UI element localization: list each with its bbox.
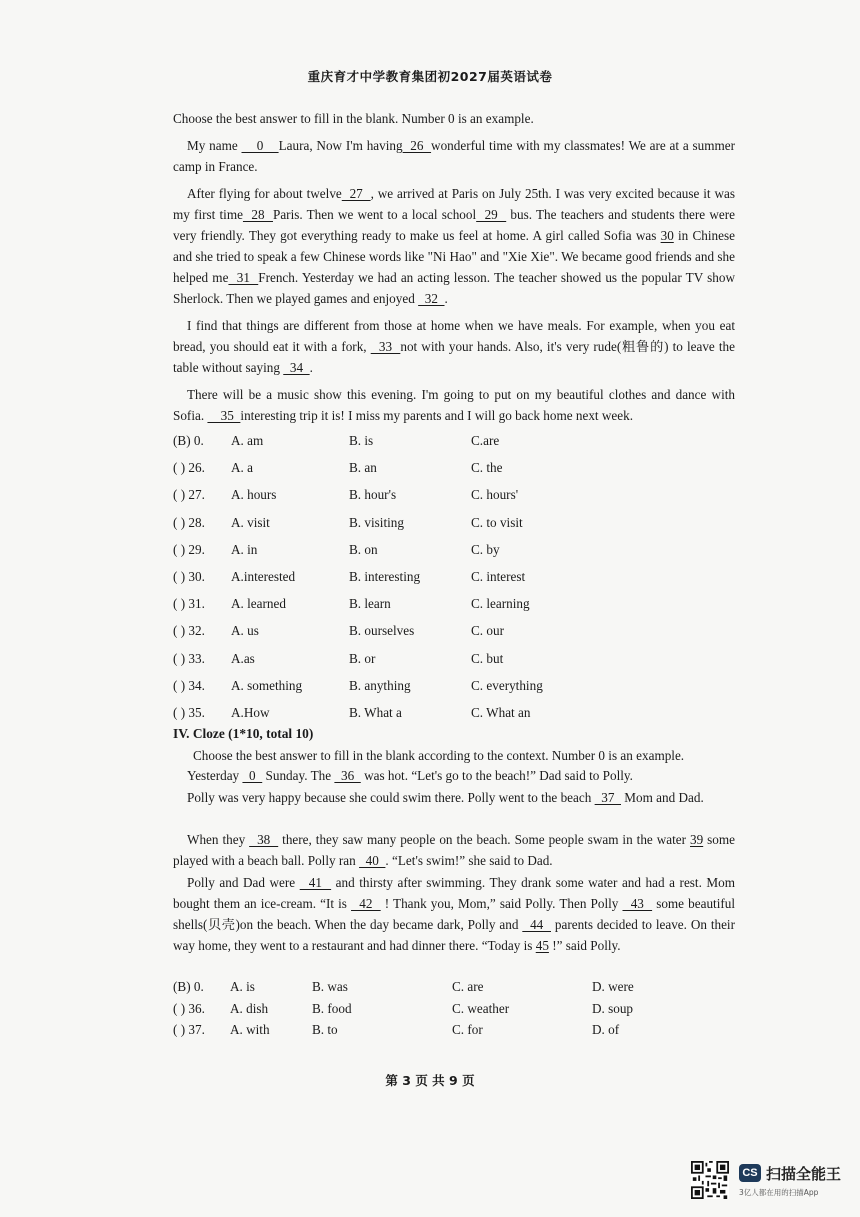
question-number: ( ) 34. xyxy=(173,677,205,693)
option-c: C. to visit xyxy=(471,514,523,530)
option-a: A. learned xyxy=(231,596,286,612)
question-number: ( ) 32. xyxy=(173,623,205,639)
option-b: B. to xyxy=(312,1022,338,1037)
answer-blank: 33 xyxy=(370,339,401,354)
passage-text: , we arrived at Paris on July 25th. I was very excited because it was my first time xyxy=(173,186,736,222)
passage-text: ! Thank you, Mom,” said Polly. Then Polly xyxy=(380,896,623,911)
passage-text: !” said Polly. xyxy=(548,938,621,953)
passage-text: When they xyxy=(187,832,250,847)
answer-blank: 0 xyxy=(241,138,279,153)
question-number: ( ) 35. xyxy=(173,705,205,720)
option-b: B. hour's xyxy=(349,487,397,503)
answer-blank: 43 xyxy=(622,896,653,911)
passage-text: there, they saw many people on the beach. Some people swam in the water xyxy=(278,832,690,847)
passage-text: Polly and Dad were xyxy=(187,875,300,890)
passage1-paragraph-3 xyxy=(173,315,735,378)
option-c: C.are xyxy=(471,433,500,448)
section-title: IV. Cloze (1*10, total 10) xyxy=(173,726,314,741)
option-c: C. for xyxy=(452,1022,483,1037)
passage-text: in Chinese and she tried to speak a few Chinese words like "Ni Hao" and "Xie Xie". We became good friends and she helped me xyxy=(173,228,735,285)
section4-intro: Choose the best answer to fill in the blank according to the context. Number 0 is an example. xyxy=(193,748,685,763)
passage-text: interesting trip it is! I miss my parents and I will go back home next week. xyxy=(240,408,634,423)
option-c: C. interest xyxy=(471,569,526,584)
option-a: A. in xyxy=(231,541,258,557)
option-a: A.as xyxy=(231,650,255,666)
option-a: A. is xyxy=(230,979,255,994)
passage2-paragraph-4 xyxy=(173,872,735,956)
passage-text: . xyxy=(444,291,448,306)
answer-blank: 44 xyxy=(522,917,551,932)
answer-blank: 35 xyxy=(207,408,241,423)
option-d: D. of xyxy=(592,1022,620,1037)
option-c: C. learning xyxy=(471,596,530,612)
passage-text: . xyxy=(309,360,313,375)
option-a: A. dish xyxy=(230,1000,269,1016)
answer-blank: 0 xyxy=(242,768,263,783)
option-b: B. visiting xyxy=(349,514,404,530)
option-c: C. hours' xyxy=(471,487,519,503)
passage-text: I find that things are different from those at home when we have meals. For example, when you eat bread, you should eat it with a fork, xyxy=(173,318,735,354)
passage-text: Sunday. The xyxy=(262,768,335,783)
passage-text: Paris. Then we went to a local school xyxy=(272,207,477,222)
watermark-name: 扫描全能王 xyxy=(766,1165,842,1183)
option-c: C. What an xyxy=(471,705,531,720)
option-b: B. an xyxy=(349,460,377,476)
passage-text: and thirsty after swimming. They drank some water and had a rest. Mom bought them an ice-cream. “It is xyxy=(173,875,736,911)
option-c: C. the xyxy=(471,460,503,476)
option-a: A. visit xyxy=(231,514,270,530)
exam-header: 重庆育才中学教育集团初2027届英语试卷 xyxy=(307,69,553,84)
passage-text: some played with a beach ball. Polly ran xyxy=(173,832,735,868)
option-b: B. on xyxy=(349,541,378,557)
question-number: ( ) 33. xyxy=(173,650,205,666)
option-a: A. hours xyxy=(231,487,277,503)
passage-text: French. Yesterday we had an acting lesson. The teacher showed us the popular TV show Sherlock. Then we played games and enjoyed xyxy=(173,270,735,306)
question-number: ( ) 27. xyxy=(173,487,205,503)
passage-text: After flying for about twelve xyxy=(187,186,342,201)
passage2-paragraph-3 xyxy=(173,829,735,871)
passage-text: Mom and Dad. xyxy=(621,790,704,805)
page-footer: 第 3 页 共 9 页 xyxy=(385,1073,475,1088)
passage1-paragraph-1 xyxy=(173,135,735,177)
qr-code-icon xyxy=(691,1161,729,1199)
answer-blank: 26 xyxy=(402,138,432,153)
question-number: ( ) 37. xyxy=(173,1022,205,1037)
question-number: ( ) 26. xyxy=(173,460,205,476)
option-a: A. with xyxy=(230,1022,270,1037)
passage-text: There will be a music show this evening. I'm going to put on my beautiful clothes and dance with Sofia. xyxy=(173,387,735,423)
question-number: (B) 0. xyxy=(173,979,204,994)
answer-blank: 45 xyxy=(535,938,549,953)
watermark-tagline: 3亿人都在用的扫描App xyxy=(739,1188,819,1197)
passage-text: Laura, Now I'm having xyxy=(278,138,403,153)
passage-text: . “Let's swim!” she said to Dad. xyxy=(385,853,553,868)
question-number: ( ) 36. xyxy=(173,1000,205,1016)
option-b: B. is xyxy=(349,433,374,448)
option-a: A. us xyxy=(231,623,259,639)
answer-blank: 40 xyxy=(359,853,386,868)
option-c: C. our xyxy=(471,623,504,639)
option-c: C. but xyxy=(471,650,504,666)
passage2-paragraph-1 xyxy=(173,765,735,786)
answer-blank: 38 xyxy=(249,832,279,847)
option-b: B. interesting xyxy=(349,569,421,584)
passage1-paragraph-2 xyxy=(173,183,735,309)
option-b: B. learn xyxy=(349,596,391,612)
answer-blank: 32 xyxy=(418,291,445,306)
answer-blank: 28 xyxy=(242,207,273,222)
option-c: C. by xyxy=(471,541,500,557)
question-number: ( ) 31. xyxy=(173,596,205,612)
answer-blank: 27 xyxy=(341,186,371,201)
passage-text: My name xyxy=(187,138,242,153)
passage2-paragraph-2 xyxy=(173,787,735,808)
answer-blank: 29 xyxy=(476,207,507,222)
option-b: B. food xyxy=(312,1000,352,1016)
section-intro: Choose the best answer to fill in the blank. Number 0 is an example. xyxy=(173,111,534,126)
answer-blank: 37 xyxy=(594,790,621,805)
question-number: (B) 0. xyxy=(173,433,204,448)
passage-text: was hot. “Let's go to the beach!” Dad said to Polly. xyxy=(360,768,633,783)
option-c: C. are xyxy=(452,979,484,994)
option-a: A.How xyxy=(231,705,270,720)
passage-text: wonderful time with my classmates! We are at a summer camp in France. xyxy=(173,138,736,174)
question-number: ( ) 30. xyxy=(173,569,205,584)
passage-text: not with your hands. Also, it's very rude(粗鲁的) to leave the table without saying xyxy=(173,339,735,375)
option-a: A. a xyxy=(231,460,253,476)
option-a: A. something xyxy=(231,677,303,693)
option-d: D. were xyxy=(592,979,634,994)
answer-blank: 36 xyxy=(334,768,361,783)
answer-blank: 31 xyxy=(228,270,259,285)
option-b: B. anything xyxy=(349,677,411,693)
option-c: C. weather xyxy=(452,1000,510,1016)
answer-blank: 34 xyxy=(283,360,310,375)
answer-blank: 41 xyxy=(299,875,332,890)
question-number: ( ) 28. xyxy=(173,514,205,530)
option-b: B. ourselves xyxy=(349,623,415,639)
option-a: A.interested xyxy=(231,569,296,584)
option-b: B. or xyxy=(349,650,376,666)
camscanner-logo: CS xyxy=(739,1164,761,1182)
passage-text: Yesterday xyxy=(187,768,243,783)
question-number: ( ) 29. xyxy=(173,541,205,557)
answer-blank: 30 xyxy=(660,228,674,243)
passage-text: parents decided to leave. On their way home, they went to a restaurant and had dinner there. “Today is xyxy=(173,917,735,953)
answer-blank: 42 xyxy=(351,896,381,911)
passage-text: bus. The teachers and students there were very friendly. They got everything ready to make us feel at home. A girl called Sofia was xyxy=(173,207,735,243)
passage1-paragraph-4 xyxy=(173,384,735,426)
passage-text: some beautiful shells(贝壳)on the beach. When the day became dark, Polly and xyxy=(173,896,736,932)
option-d: D. soup xyxy=(592,1000,634,1016)
answer-blank: 39 xyxy=(690,832,704,847)
option-b: B. What a xyxy=(349,705,402,720)
option-b: B. was xyxy=(312,979,348,994)
option-a: A. am xyxy=(231,433,264,448)
option-c: C. everything xyxy=(471,677,543,693)
passage-text: Polly was very happy because she could swim there. Polly went to the beach xyxy=(187,790,595,805)
